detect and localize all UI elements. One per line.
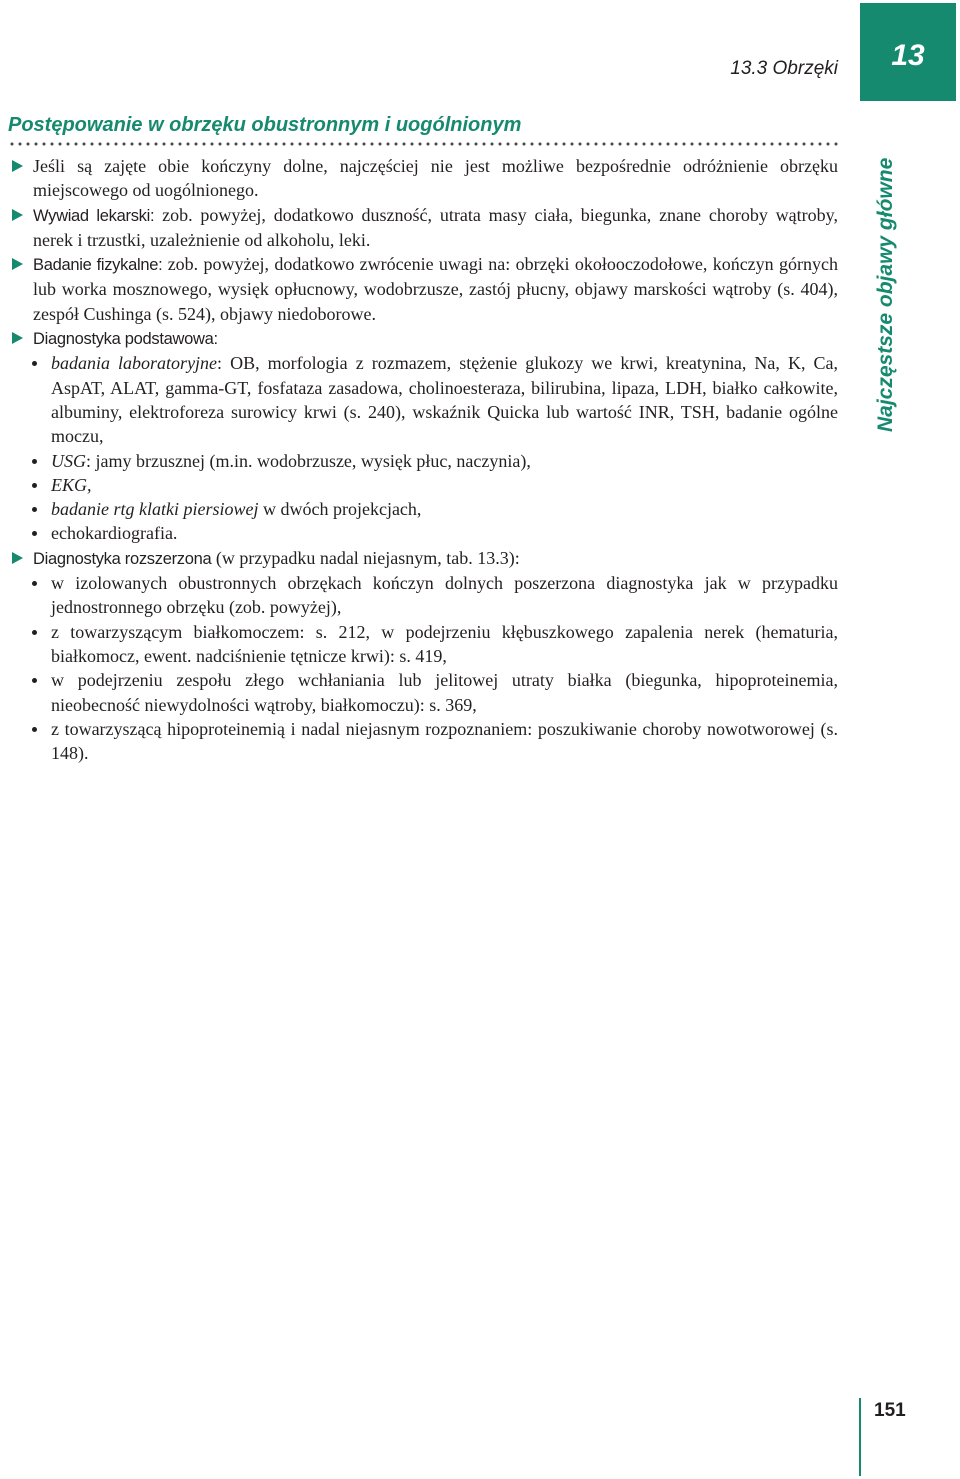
chapter-number: 13 (891, 39, 925, 72)
bullet-dot-icon (32, 507, 37, 512)
bullet-dot-icon (32, 727, 37, 732)
bullet-item (10, 497, 838, 521)
bullet-list (10, 351, 838, 545)
list-item (10, 546, 838, 571)
bullet-dot-icon (32, 361, 37, 366)
item-text: zob. powyżej, dodatkowo duszność, utrata masy ciała, biegunka, znane choroby wątroby, nerek i trzustki, uzależnienie od alkoholu, leki. (33, 204, 838, 250)
section-body (10, 154, 838, 765)
item-term: EKG, (51, 474, 92, 495)
item-heading: Badanie fizykalne: (33, 256, 163, 275)
page-number-rule (859, 1398, 861, 1476)
list-item (10, 326, 838, 351)
triangle-arrow-icon (12, 209, 23, 221)
bullet-item (10, 473, 838, 497)
triangle-arrow-icon (12, 552, 23, 564)
triangle-arrow-icon (12, 160, 23, 172)
item-text: w izolowanych obustronnych obrzękach kończyn dolnych poszerzona diagnostyka jak w przypadku jednostronnego obrzęku (zob. powyżej), (51, 573, 838, 618)
bullet-item (10, 620, 838, 669)
bullet-dot-icon (32, 678, 37, 683)
item-term: USG (51, 450, 86, 471)
bullet-item (10, 668, 838, 717)
bullet-item (10, 717, 838, 766)
bullet-item (10, 571, 838, 620)
running-head: 13.3 Obrzęki (730, 58, 838, 79)
item-text: : jamy brzusznej (m.in. wodobrzusze, wysięk płuc, naczynia), (86, 450, 531, 471)
item-text: echokardiografia. (51, 523, 178, 544)
bullet-item (10, 449, 838, 473)
bullet-item (10, 521, 838, 545)
page-number: 151 (874, 1400, 906, 1421)
bullet-dot-icon (32, 483, 37, 488)
item-heading: Wywiad lekarski: (33, 206, 155, 225)
bullet-dot-icon (32, 630, 37, 635)
bullet-list (10, 571, 838, 765)
bullet-dot-icon (32, 531, 37, 536)
dotted-divider (8, 142, 838, 146)
list-item (10, 203, 838, 253)
bullet-item (10, 351, 838, 448)
item-text: : OB, morfologia z rozmazem, stężenie glukozy we krwi, kreatynina, Na, K, Ca, AspAT, ALAT, gamma-GT, fosfataza zasadowa, cholinoesteraza, bilirubina, lipaza, LDH, białko całkowite, albuminy, elektroforeza surowicy krwi (s. 240), wskaźnik Quicka lub wartość INR, TSH, badanie ogólne moczu, (51, 353, 838, 447)
item-heading: Diagnostyka rozszerzona (33, 549, 212, 568)
item-text: Jeśli są zajęte obie kończyny dolne, najczęściej nie jest możliwe bezpośrednie odróżnienie obrzęku miejscowego od uogólnionego. (33, 156, 838, 201)
triangle-arrow-icon (12, 332, 23, 344)
item-heading: Diagnostyka podstawowa: (33, 330, 218, 349)
item-term: badania laboratoryjne (51, 353, 218, 374)
side-label: Najczęstsze objawy główne (874, 157, 897, 432)
list-item (10, 154, 838, 203)
triangle-arrow-icon (12, 258, 23, 270)
item-text: z towarzyszącym białkomoczem: s. 212, w podejrzeniu kłębuszkowego zapalenia nerek (hematuria, białkomocz, ewent. nadciśnienie tętnicze krwi): s. 419, (51, 621, 838, 666)
item-text: z towarzyszącą hipoproteinemią i nadal niejasnym rozpoznaniem: poszukiwanie choroby nowotworowej (s. 148). (51, 718, 838, 764)
bullet-dot-icon (32, 459, 37, 464)
item-text: w podejrzeniu zespołu złego wchłaniania lub jelitowej utraty białka (biegunka, hipoproteinemia, nieobecność niewydolności wątroby, białkomoczu): s. 369, (51, 670, 838, 715)
section-title: Postępowanie w obrzęku obustronnym i uogólnionym (8, 114, 522, 136)
item-term: badanie rtg klatki piersiowej (51, 499, 259, 520)
list-item (10, 252, 838, 326)
item-text: w dwóch projekcjach, (258, 499, 422, 520)
chapter-tab (860, 3, 956, 101)
item-text: (w przypadku nadal niejasnym, tab. 13.3): (211, 547, 520, 568)
item-text: zob. powyżej, dodatkowo zwrócenie uwagi na: obrzęki okołooczodołowe, kończyn górnych lub worka mosznowego, wysięk opłucnowy, wodobrzusze, zastój płucny, objawy marskości wątroby (s. 404), zespół Cushinga (s. 524), objawy niedoborowe. (33, 254, 838, 324)
bullet-dot-icon (32, 581, 37, 586)
